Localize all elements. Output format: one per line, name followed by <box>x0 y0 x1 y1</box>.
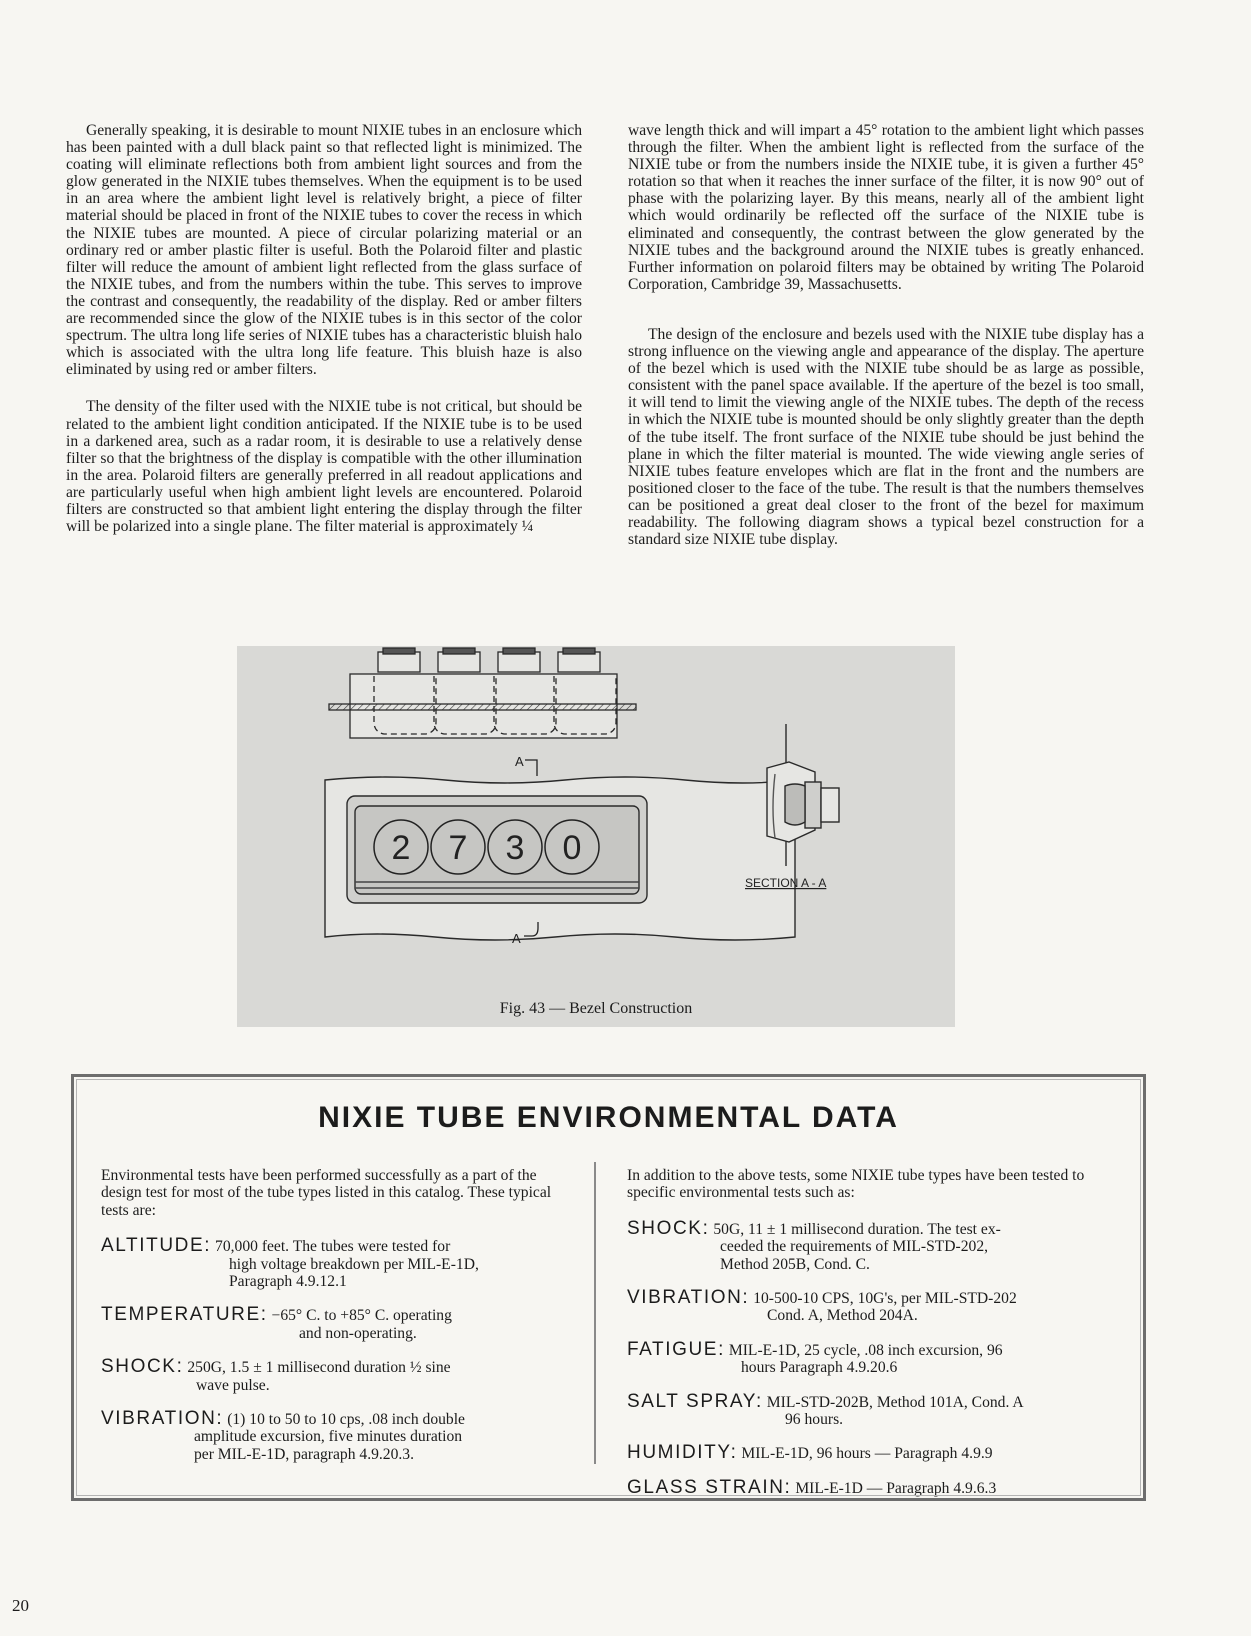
page-number: 20 <box>12 1596 29 1615</box>
test-label: ALTITUDE: <box>101 1235 212 1257</box>
digit-1: 2 <box>391 829 411 867</box>
bezel-diagram <box>237 646 955 1027</box>
environmental-title: NIXIE TUBE ENVIRONMENTAL DATA <box>318 1101 899 1134</box>
marker-top-label: A <box>515 754 524 769</box>
test-detail-continued: high voltage breakdown per MIL-E-1D, <box>229 1255 479 1273</box>
test-item <box>101 1306 561 1342</box>
test-detail-continued: hours Paragraph 4.9.20.6 <box>741 1359 898 1377</box>
test-detail-continued: Paragraph 4.9.12.1 <box>229 1273 347 1291</box>
test-label: VIBRATION: <box>627 1287 750 1309</box>
test-detail: −65° C. to +85° C. operating <box>271 1307 452 1325</box>
test-detail: 10-500-10 CPS, 10G's, per MIL-STD-202 <box>753 1290 1017 1308</box>
test-item <box>627 1444 1122 1462</box>
environmental-left-column <box>101 1167 561 1479</box>
test-label: FATIGUE: <box>627 1338 725 1360</box>
column-divider <box>594 1162 596 1464</box>
figure-caption: Fig. 43 — Bezel Construction <box>499 1000 693 1017</box>
left-intro: Environmental tests have been performed successfully as a part of the design test for most of the tube types listed in this catalog. These typical tests are: <box>101 1167 552 1219</box>
marker-top-arrow <box>525 760 537 776</box>
paragraph-bezel-design: The design of the enclosure and bezels used with the NIXIE tube display has a strong influence on the viewing angle and appearance of the display. The aperture of the bezel which is used with the NIXIE tube should be as large as possible, consistent with the panel space available. If the aperture of the bezel is too small, it will tend to limit the viewing angle of the NIXIE tubes. The depth of the recess in which the NIXIE tube is mounted should be only slightly greater than the depth of the tube itself. The front surface of the NIXIE tube should be just behind the plane in which the filter material is mounted. The wide viewing angle series of NIXIE tubes feature envelopes which are flat in the front and the numbers are positioned closer to the face of the tube. The result is that the numbers themselves can be positioned a great deal closer to the front of the bezel for maximum readability. The following diagram shows a typical bezel construction for a standard size NIXIE tube display. <box>628 325 1144 549</box>
right-intro: In addition to the above tests, some NIXIE tube types have been tested to specific environmental tests such as: <box>627 1167 1085 1202</box>
test-item <box>627 1476 1122 1498</box>
left-text-column <box>66 122 582 535</box>
test-item <box>101 1410 561 1463</box>
test-detail: MIL-E-1D — Paragraph 4.9.6.3 <box>795 1479 997 1497</box>
test-detail: MIL-STD-202B, Method 101A, Cond. A <box>766 1393 1024 1411</box>
test-label: SHOCK: <box>101 1356 184 1378</box>
digit-4: 0 <box>562 829 582 867</box>
test-label: SHOCK: <box>627 1217 710 1239</box>
test-detail-continued: Cond. A, Method 204A. <box>767 1307 918 1325</box>
test-label: SALT SPRAY: <box>627 1390 763 1412</box>
test-item <box>101 1237 561 1290</box>
test-detail-continued: and non-operating. <box>299 1324 417 1342</box>
digit-3: 3 <box>505 829 525 867</box>
test-detail: MIL-E-1D, 25 cycle, .08 inch excursion, 96 <box>728 1341 1003 1359</box>
bezel-construction-figure <box>237 646 955 1027</box>
top-view <box>329 648 636 738</box>
test-detail-continued: amplitude excursion, five minutes duration <box>194 1428 463 1446</box>
right-test-list <box>627 1217 1122 1498</box>
test-item <box>627 1390 1122 1429</box>
test-detail: 50G, 11 ± 1 millisecond duration. The test ex- <box>713 1220 1001 1238</box>
test-label: TEMPERATURE: <box>101 1304 268 1326</box>
test-detail: 70,000 feet. The tubes were tested for <box>215 1238 451 1256</box>
test-detail: MIL-E-1D, 96 hours — Paragraph 4.9.9 <box>741 1445 993 1463</box>
right-text-column <box>628 122 1144 548</box>
digit-2: 7 <box>448 829 468 867</box>
test-detail: (1) 10 to 50 to 10 cps, .08 inch double <box>227 1411 465 1429</box>
paragraph-polarization: wave length thick and will impart a 45° rotation to the ambient light which passes through the filter. When the ambient light is reflected from the surface of the NIXIE tube or from the numbers inside the NIXIE tube, it is given a further 45° rotation so that when it reaches the inner surface of the filter, it is now 90° out of phase with the polarizing layer. By this means, nearly all of the ambient light which would ordinarily be reflected off the surface of the NIXIE tube is eliminated and consequently, the contrast between the glow generated by the NIXIE tubes and the background around the NIXIE tubes is greatly enhanced. Further information on polaroid filters may be obtained by writing The Polaroid Corporation, Cambridge 39, Massachusetts. <box>628 122 1144 293</box>
test-item <box>101 1358 561 1394</box>
test-detail-continued: 96 hours. <box>785 1411 844 1429</box>
test-label: VIBRATION: <box>101 1408 224 1430</box>
test-detail: 250G, 1.5 ± 1 millisecond duration ½ sine <box>187 1359 451 1377</box>
test-detail-continued: per MIL-E-1D, paragraph 4.9.20.3. <box>194 1445 414 1463</box>
marker-bottom-label: A <box>512 931 521 946</box>
test-item <box>627 1289 1122 1325</box>
test-detail-continued: Method 205B, Cond. C. <box>720 1255 870 1273</box>
test-label: GLASS STRAIN: <box>627 1476 792 1498</box>
test-detail-continued: wave pulse. <box>196 1376 270 1394</box>
test-detail-continued: ceeded the requirements of MIL-STD-202, <box>720 1238 989 1256</box>
paragraph-filter-density: The density of the filter used with the NIXIE tube is not critical, but should be related to the ambient light condition anticipated. If the NIXIE tube is to be used in a darkened area, such as a radar room, it is desirable to use a relatively dense filter so that the brightness of the display is compatible with the other illumination in the area. Polaroid filters are generally preferred in all readout applications and are particularly useful when high ambient light levels are encountered. Polaroid filters are constructed so that ambient light entering the display through the filter will be polarized into a single plane. The filter material is approximately ¼ <box>66 398 582 536</box>
section-label: SECTION A - A <box>745 876 827 890</box>
environmental-data-box <box>71 1074 1146 1501</box>
tube-pins <box>378 648 600 672</box>
test-item <box>627 1217 1122 1273</box>
test-item <box>627 1338 1122 1377</box>
test-label: HUMIDITY: <box>627 1442 738 1464</box>
left-test-list <box>101 1237 561 1463</box>
paragraph-mounting: Generally speaking, it is desirable to mount NIXIE tubes in an enclosure which has been painted with a dull black paint so that reflected light is minimized. The coating will eliminate reflections both from ambient light sources and from the glow generated in the NIXIE tubes themselves. When the equipment is to be used in an area where the ambient light level is relatively bright, a piece of filter material should be placed in front of the NIXIE tubes to cover the recess in which the NIXIE tubes are mounted. A piece of circular polarizing material or an ordinary red or amber plastic filter is useful. Both the Polaroid filter and plastic filter will reduce the amount of ambient light reflected from the glass surface of the NIXIE tubes, and from the numbers within the tube. This serves to improve the contrast and consequently, the readability of the display. Red or amber filters are recommended since the glow of the NIXIE tubes is in this sector of the color spectrum. The ultra long life series of NIXIE tubes has a characteristic bluish halo which is associated with the ultra long life feature. This bluish haze is also eliminated by using red or amber filters. <box>66 122 582 379</box>
environmental-right-column <box>627 1167 1122 1513</box>
